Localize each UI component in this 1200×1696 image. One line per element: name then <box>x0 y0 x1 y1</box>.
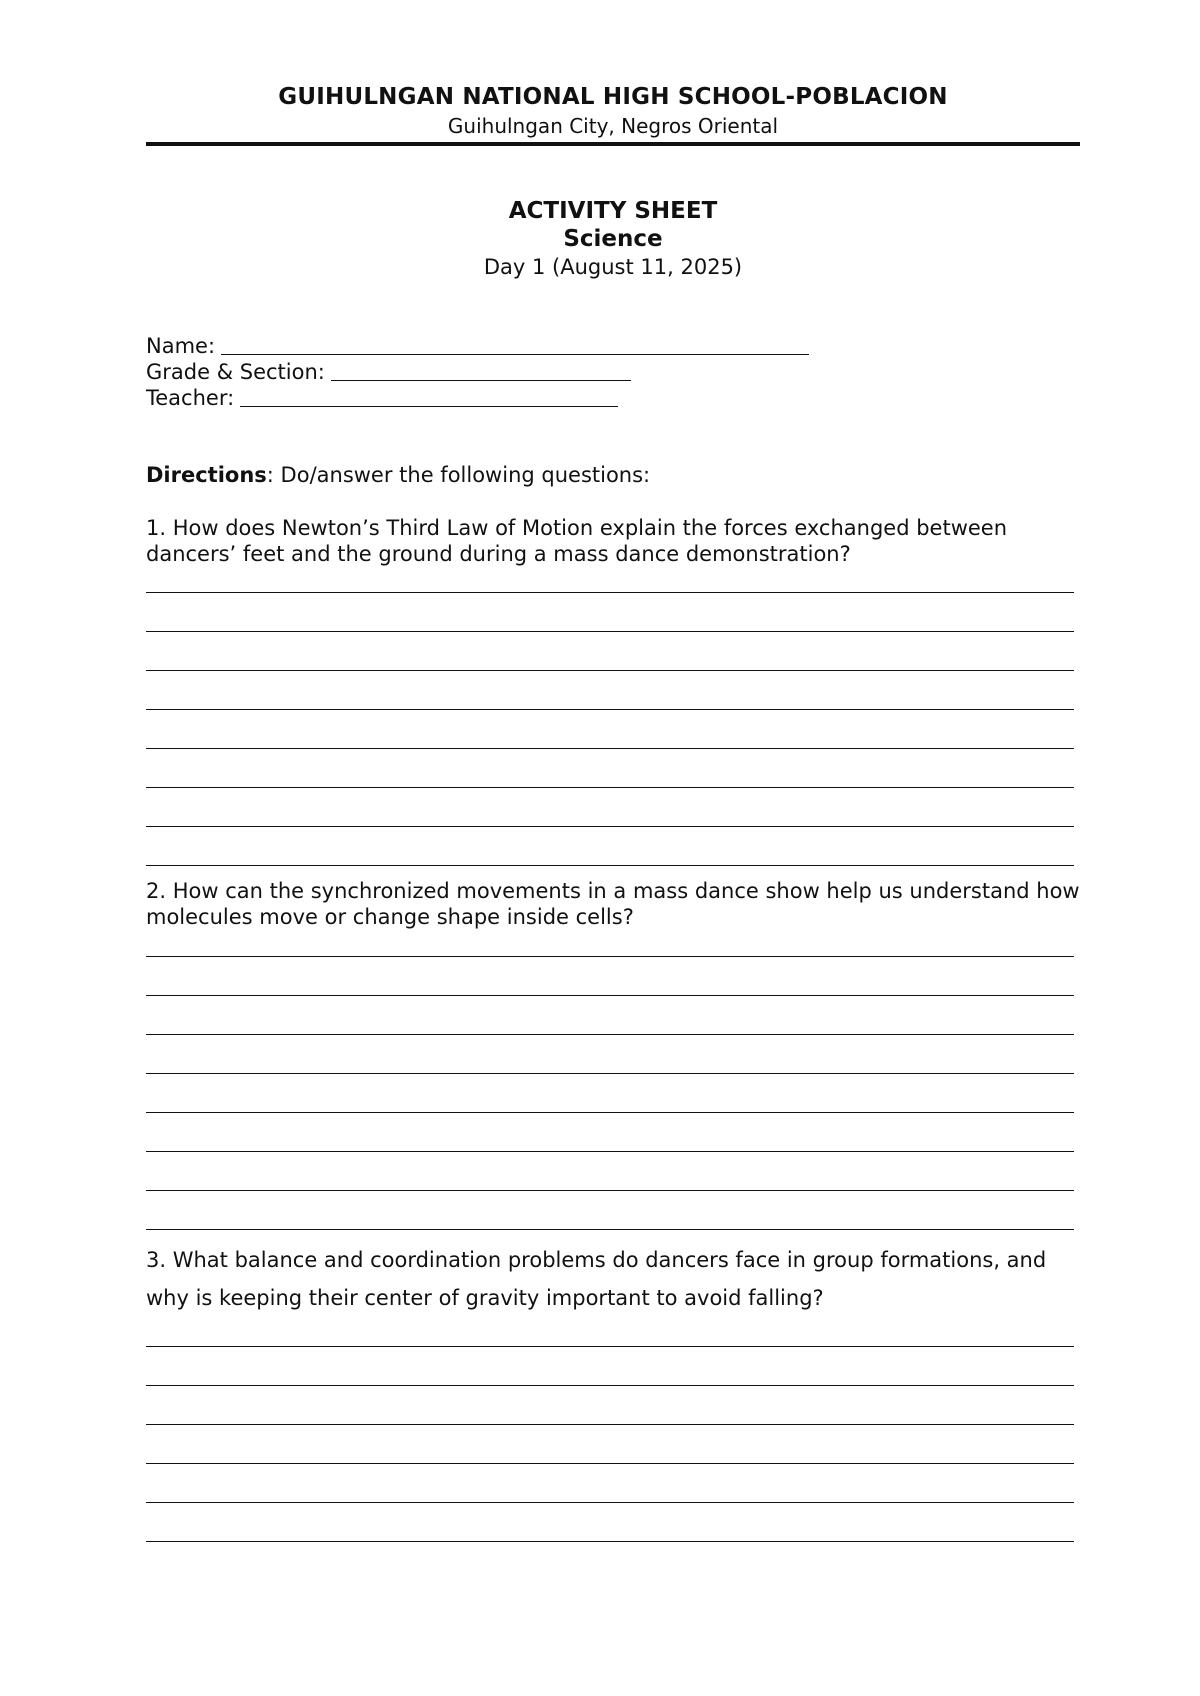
directions-text: : Do/answer the following questions: <box>266 463 651 487</box>
sheet-title: ACTIVITY SHEET <box>508 198 718 224</box>
question-1: 1. How does Newton’s Third Law of Motion explain the forces exchanged between dancers’ feet and the ground during a mass dance demonstration? <box>146 516 1008 566</box>
question-3: 3. What balance and coordination problems do dancers face in group formations, and why is keeping their center of gravity important to avoid falling? <box>146 1248 1047 1310</box>
header-divider <box>146 142 1080 146</box>
answer-line[interactable] <box>146 1073 1074 1074</box>
answer-line[interactable] <box>146 1385 1074 1386</box>
teacher-label: Teacher: <box>146 386 235 410</box>
grade-section-blank[interactable] <box>331 360 631 381</box>
answer-line[interactable] <box>146 1346 1074 1347</box>
answer-line[interactable] <box>146 995 1074 996</box>
name-field <box>146 334 809 358</box>
answer-line[interactable] <box>146 826 1074 827</box>
answer-line[interactable] <box>146 748 1074 749</box>
directions-label: Directions <box>146 463 267 487</box>
answer-line[interactable] <box>146 1463 1074 1464</box>
answer-line[interactable] <box>146 1190 1074 1191</box>
school-name: GUIHULNGAN NATIONAL HIGH SCHOOL-POBLACION <box>278 84 948 110</box>
grade-section-field <box>146 360 631 384</box>
sheet-day: Day 1 (August 11, 2025) <box>483 255 743 279</box>
answer-line[interactable] <box>146 670 1074 671</box>
question-2: 2. How can the synchronized movements in a mass dance show help us understand how molecules move or change shape inside cells? <box>146 879 1080 929</box>
answer-line[interactable] <box>146 865 1074 866</box>
answer-line[interactable] <box>146 1151 1074 1152</box>
answer-line[interactable] <box>146 1541 1074 1542</box>
name-label: Name: <box>146 334 216 358</box>
name-blank[interactable] <box>221 334 809 355</box>
answer-line[interactable] <box>146 1502 1074 1503</box>
answer-line[interactable] <box>146 1112 1074 1113</box>
sheet-subject: Science <box>563 226 663 252</box>
answer-line[interactable] <box>146 631 1074 632</box>
answer-line[interactable] <box>146 956 1074 957</box>
answer-line[interactable] <box>146 787 1074 788</box>
answer-line[interactable] <box>146 1229 1074 1230</box>
answer-line[interactable] <box>146 1424 1074 1425</box>
answer-line[interactable] <box>146 1034 1074 1035</box>
school-address: Guihulngan City, Negros Oriental <box>447 114 779 138</box>
teacher-blank[interactable] <box>240 386 618 407</box>
directions <box>146 463 650 487</box>
answer-line[interactable] <box>146 592 1074 593</box>
grade-section-label: Grade & Section: <box>146 360 325 384</box>
answer-line[interactable] <box>146 709 1074 710</box>
teacher-field <box>146 386 618 410</box>
